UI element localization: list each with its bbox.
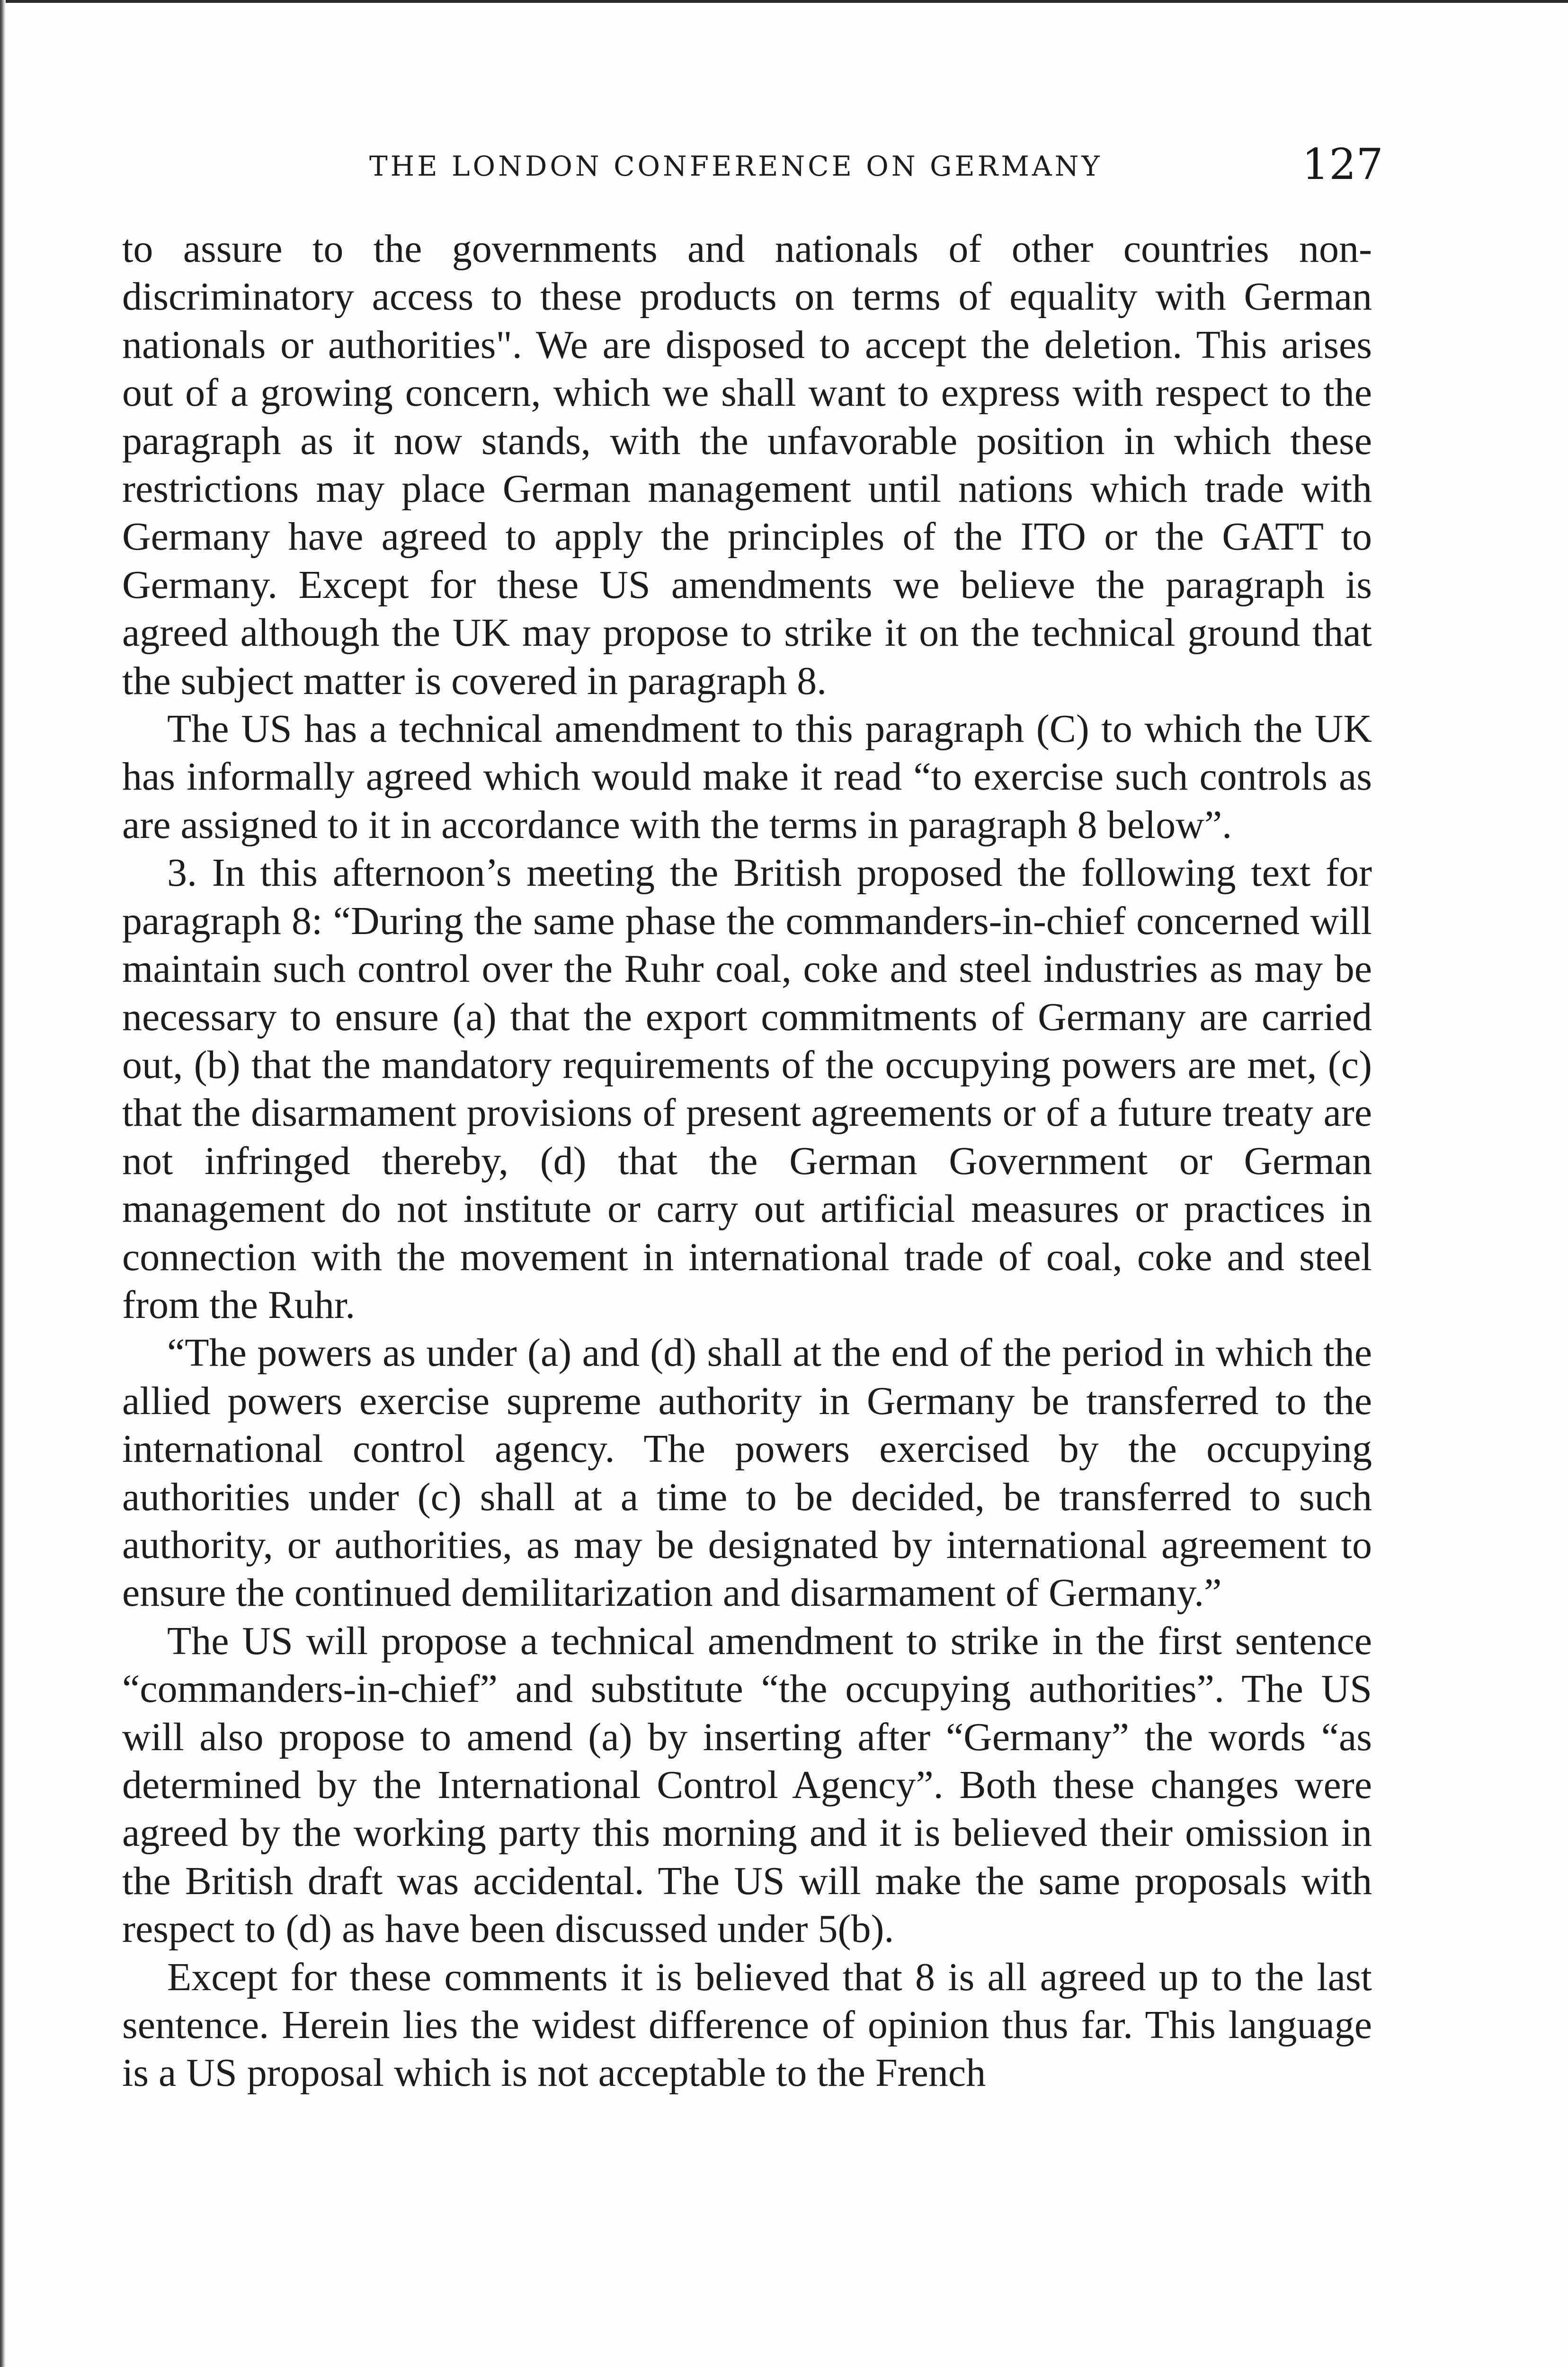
- body-text: [122, 225, 1372, 2097]
- page-number: 127: [1302, 140, 1383, 189]
- paragraph-continued: to assure to the governments and nationals of other countries non-discriminatory access to these products on terms of equality with German nationals or authorities". We are disposed to accept the deletion. This arises out of a growing concern, which we shall want to express with respect to the paragraph as it now stands, with the unfavorable position in which these restrictions may place German management until nations which trade with Germany have agreed to apply the principles of the ITO or the GATT to Germany. Except for these US amendments we believe the paragraph is agreed although the UK may propose to strike it on the technical ground that the subject matter is covered in paragraph 8.: [122, 227, 1372, 703]
- paragraph: The US has a technical amendment to this paragraph (C) to which the UK has informally agreed which would make it read “to exercise such controls as are assigned to it in accordance with the terms in paragraph 8 below”.: [122, 707, 1372, 847]
- binding-edge: [0, 0, 6, 2367]
- running-title: THE LONDON CONFERENCE ON GERMANY: [369, 150, 1103, 182]
- paragraph: The US will propose a technical amendment to strike in the first sentence “commanders-in-chief” and substitute “the occupying authorities”. The US will also propose to amend (a) by inserting after “Germany” the words “as determined by the International Control Agency”. Both these changes were agreed by the working party this morning and it is believed their omission in the British draft was accidental. The US will make the same proposals with respect to (d) as have been discussed under 5(b).: [122, 1619, 1372, 1951]
- top-border: [0, 0, 1568, 3]
- paragraph: Except for these comments it is believed that 8 is all agreed up to the last sentence. Herein lies the widest difference of opinion thus far. This language is a US proposal which is not acceptable to the French: [122, 1955, 1372, 2095]
- running-header: [0, 140, 1568, 196]
- paragraph-section-3: 3. In this afternoon’s meeting the British proposed the following text for paragraph 8: “During the same phase the commanders-in-chief concerned will maintain such control over the Ruhr coal, coke and steel industries as may be necessary to ensure (a) that the export commitments of Germany are carried out, (b) that the mandatory requirements of the occupying powers are met, (c) that the disarmament provisions of present agreements or of a future treaty are not infringed thereby, (d) that the German Government or German management do not institute or carry out artificial measures or practices in connection with the movement in international trade of coal, coke and steel from the Ruhr.: [122, 851, 1372, 1327]
- paragraph-quote: “The powers as under (a) and (d) shall at the end of the period in which the allied powers exercise supreme authority in Germany be transferred to the international control agency. The powers exercised by the occupying authorities under (c) shall at a time to be decided, be transferred to such authority, or authorities, as may be designated by international agreement to ensure the continued demilitarization and disarmament of Germany.”: [122, 1331, 1372, 1615]
